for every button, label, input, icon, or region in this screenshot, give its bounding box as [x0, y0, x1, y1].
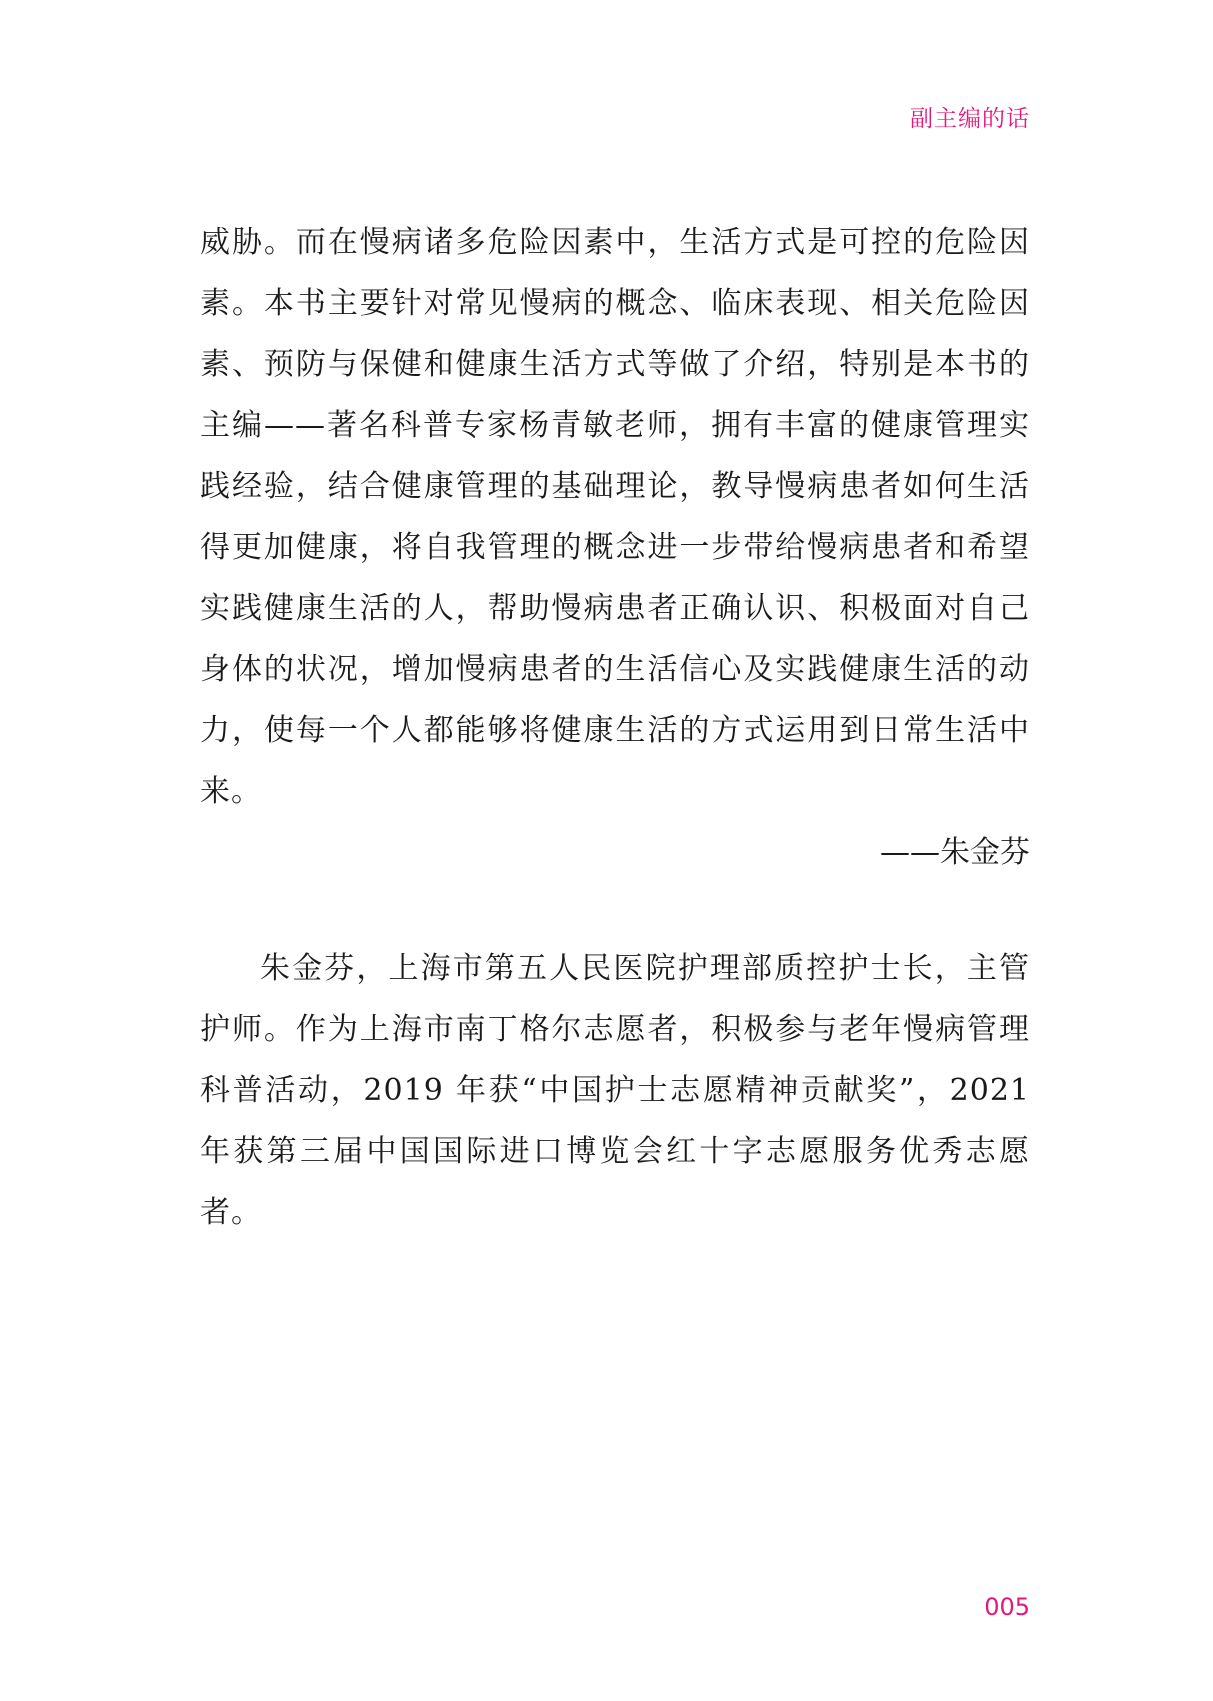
page-number: 005	[984, 1593, 1030, 1621]
main-paragraph: 威胁。而在慢病诸多危险因素中，生活方式是可控的危险因素。本书主要针对常见慢病的概念、临床表现、相关危险因素、预防与保健和健康生活方式等做了介绍，特别是本书的主编——著名科普专家杨青敏老师，拥有丰富的健康管理实践经验，结合健康管理的基础理论，教导慢病患者如何生活得更加健康，将自我管理的概念进一步带给慢病患者和希望实践健康生活的人，帮助慢病患者正确认识、积极面对自己身体的状况，增加慢病患者的生活信心及实践健康生活的动力，使每一个人都能够将健康生活的方式运用到日常生活中来。	[200, 225, 1030, 809]
running-head-title: 副主编的话	[910, 106, 1030, 132]
author-bio-paragraph: 朱金芬，上海市第五人民医院护理部质控护士长，主管护师。作为上海市南丁格尔志愿者，积极参与老年慢病管理科普活动，2019 年获“中国护士志愿精神贡献奖”，2021 年获第三届中国国际进口博览会红十字志愿服务优秀志愿者。	[200, 951, 1030, 1230]
author-signature: ——朱金芬	[880, 835, 1030, 870]
page-content	[200, 212, 1030, 1243]
